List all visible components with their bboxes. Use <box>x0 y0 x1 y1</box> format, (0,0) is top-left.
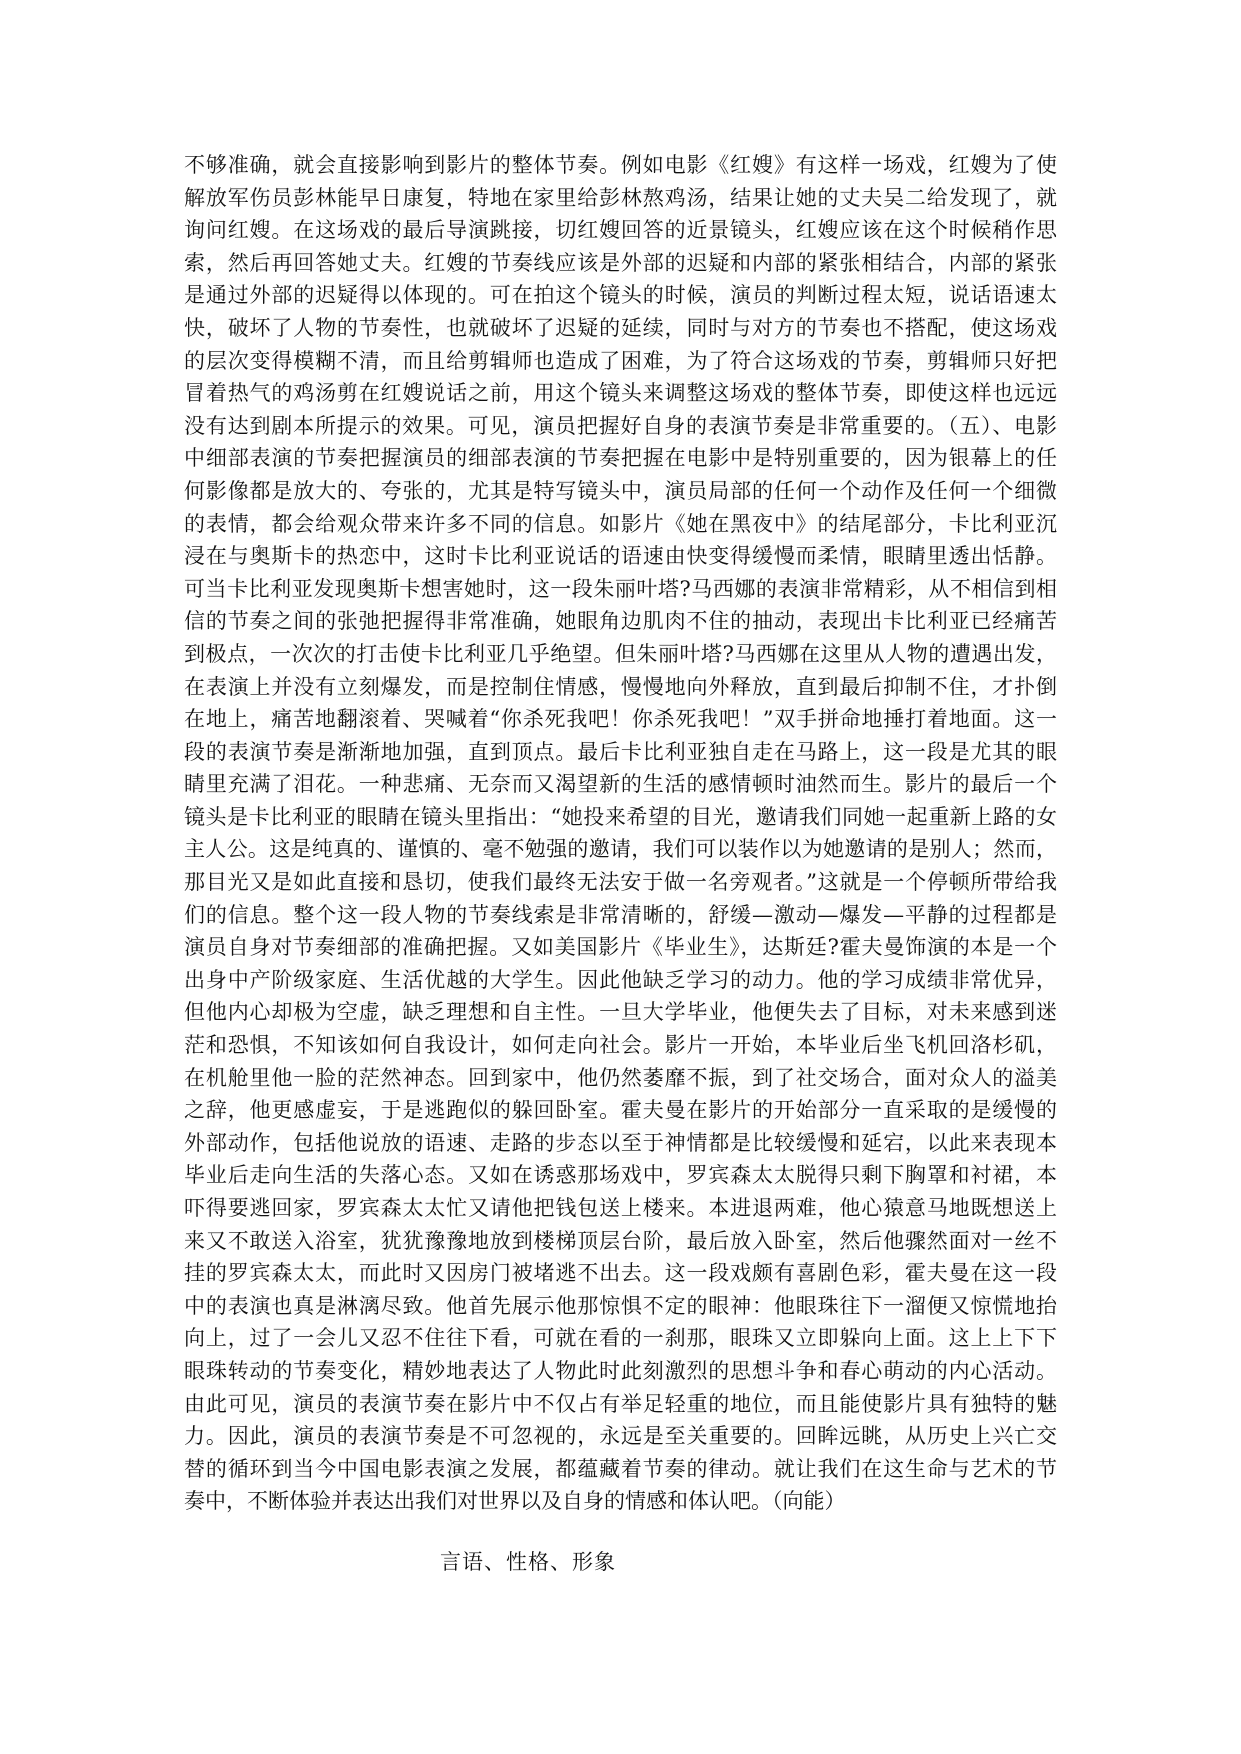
text-line: 演员自身对节奏细部的准确把握。又如美国影片《毕业生》，达斯廷?霍夫曼饰演的本是一个 <box>184 935 1057 960</box>
text-line: 替的循环到当今中国电影表演之发展，都蕴藏着节奏的律动。就让我们在这生命与艺术的节 <box>184 1456 1057 1481</box>
text-line: 外部动作，包括他说放的语速、走路的步态以至于神情都是比较缓慢和延宕，以此来表现本 <box>184 1130 1057 1155</box>
text-line: 们的信息。整个这一段人物的节奏线索是非常清晰的，舒缓—激动—爆发—平静的过程都是 <box>184 902 1057 927</box>
text-line: 在机舱里他一脸的茫然神态。回到家中，他仍然萎靡不振，到了社交场合，面对众人的溢美 <box>184 1065 1057 1090</box>
text-line: 眼珠转动的节奏变化，精妙地表达了人物此时此刻激烈的思想斗争和春心萌动的内心活动。 <box>184 1358 1057 1383</box>
text-line: 快，破坏了人物的节奏性，也就破坏了迟疑的延续，同时与对方的节奏也不搭配，使这场戏 <box>184 315 1057 340</box>
text-line: 但他内心却极为空虚，缺乏理想和自主性。一旦大学毕业，他便失去了目标，对未来感到迷 <box>184 1000 1057 1025</box>
text-line: 由此可见，演员的表演节奏在影片中不仅占有举足轻重的地位，而且能使影片具有独特的魅 <box>184 1391 1057 1416</box>
text-line: 索，然后再回答她丈夫。红嫂的节奏线应该是外部的迟疑和内部的紧张相结合，内部的紧张 <box>184 250 1057 275</box>
text-line: 奏中，不断体验并表达出我们对世界以及自身的情感和体认吧。（向能） <box>184 1489 846 1514</box>
text-line: 没有达到剧本所提示的效果。可见，演员把握好自身的表演节奏是非常重要的。（五）、电影 <box>184 413 1057 438</box>
text-line: 是通过外部的迟疑得以体现的。可在拍这个镜头的时候，演员的判断过程太短，说话语速太 <box>184 283 1057 308</box>
text-line: 冒着热气的鸡汤剪在红嫂说话之前，用这个镜头来调整这场戏的整体节奏，即使这样也远远 <box>184 381 1057 406</box>
text-line: 段的表演节奏是渐渐地加强，直到顶点。最后卡比利亚独自走在马路上，这一段是尤其的眼 <box>184 739 1057 764</box>
text-line: 中细部表演的节奏把握演员的细部表演的节奏把握在电影中是特别重要的，因为银幕上的任 <box>184 446 1057 471</box>
text-line: 睛里充满了泪花。一种悲痛、无奈而又渴望新的生活的感情顿时油然而生。影片的最后一个 <box>184 772 1057 797</box>
text-line: 在地上，痛苦地翻滚着、哭喊着“你杀死我吧！你杀死我吧！”双手拼命地捶打着地面。这一 <box>184 707 1057 732</box>
text-line: 不够准确，就会直接影响到影片的整体节奏。例如电影《红嫂》有这样一场戏，红嫂为了使 <box>184 153 1057 177</box>
text-line: 镜头是卡比利亚的眼睛在镜头里指出：“她投来希望的目光，邀请我们同她一起重新上路的女 <box>184 804 1057 829</box>
text-line: 向上，过了一会儿又忍不住往下看，可就在看的一刹那，眼珠又立即躲向上面。这上上下下 <box>184 1326 1057 1351</box>
section-heading: 言语、性格、形象 <box>440 1550 616 1574</box>
text-line: 挂的罗宾森太太，而此时又因房门被堵逃不出去。这一段戏颇有喜剧色彩，霍夫曼在这一段 <box>184 1261 1057 1286</box>
text-line: 到极点，一次次的打击使卡比利亚几乎绝望。但朱丽叶塔?马西娜在这里从人物的遭遇出发， <box>184 641 1057 666</box>
text-line: 茫和恐惧，不知该如何自我设计，如何走向社会。影片一开始，本毕业后坐飞机回洛杉矶， <box>184 1033 1057 1058</box>
text-line: 力。因此，演员的表演节奏是不可忽视的，永远是至关重要的。回眸远眺，从历史上兴亡交 <box>184 1424 1057 1449</box>
text-line: 浸在与奥斯卡的热恋中，这时卡比利亚说话的语速由快变得缓慢而柔情，眼睛里透出恬静。 <box>184 544 1057 569</box>
text-line: 毕业后走向生活的失落心态。又如在诱惑那场戏中，罗宾森太太脱得只剩下胸罩和衬裙，本 <box>184 1163 1057 1188</box>
text-line: 在表演上并没有立刻爆发，而是控制住情感，慢慢地向外释放，直到最后抑制不住，才扑倒 <box>184 674 1057 699</box>
text-line: 主人公。这是纯真的、谨慎的、毫不勉强的邀请，我们可以装作以为她邀请的是别人；然而， <box>184 837 1057 862</box>
text-line: 之辞，他更感虚妄，于是逃跑似的躲回卧室。霍夫曼在影片的开始部分一直采取的是缓慢的 <box>184 1098 1057 1123</box>
text-line: 出身中产阶级家庭、生活优越的大学生。因此他缺乏学习的动力。他的学习成绩非常优异， <box>184 967 1057 992</box>
body-paragraph <box>184 149 1057 1518</box>
text-line: 来又不敢送入浴室，犹犹豫豫地放到楼梯顶层台阶，最后放入卧室，然后他骤然面对一丝不 <box>184 1228 1057 1253</box>
text-line: 何影像都是放大的、夸张的，尤其是特写镜头中，演员局部的任何一个动作及任何一个细微 <box>184 478 1057 503</box>
text-line: 解放军伤员彭林能早日康复，特地在家里给彭林熬鸡汤，结果让她的丈夫吴二给发现了，就 <box>184 185 1057 210</box>
text-line: 中的表演也真是淋漓尽致。他首先展示他那惊惧不定的眼神：他眼珠往下一溜便又惊慌地抬 <box>184 1293 1057 1318</box>
text-line: 信的节奏之间的张弛把握得非常准确，她眼角边肌肉不住的抽动，表现出卡比利亚已经痛苦 <box>184 609 1057 634</box>
text-line: 那目光又是如此直接和恳切，使我们最终无法安于做一名旁观者。”这就是一个停顿所带给我 <box>184 870 1057 895</box>
text-line: 的层次变得模糊不清，而且给剪辑师也造成了困难，为了符合这场戏的节奏，剪辑师只好把 <box>184 348 1057 373</box>
text-line: 的表情，都会给观众带来许多不同的信息。如影片《她在黑夜中》的结尾部分，卡比利亚沉 <box>184 511 1057 536</box>
text-line: 可当卡比利亚发现奥斯卡想害她时，这一段朱丽叶塔?马西娜的表演非常精彩，从不相信到相 <box>184 576 1057 601</box>
text-line: 询问红嫂。在这场戏的最后导演跳接，切红嫂回答的近景镜头，红嫂应该在这个时候稍作思 <box>184 218 1057 243</box>
text-line: 吓得要逃回家，罗宾森太太忙又请他把钱包送上楼来。本进退两难，他心猿意马地既想送上 <box>184 1196 1057 1220</box>
